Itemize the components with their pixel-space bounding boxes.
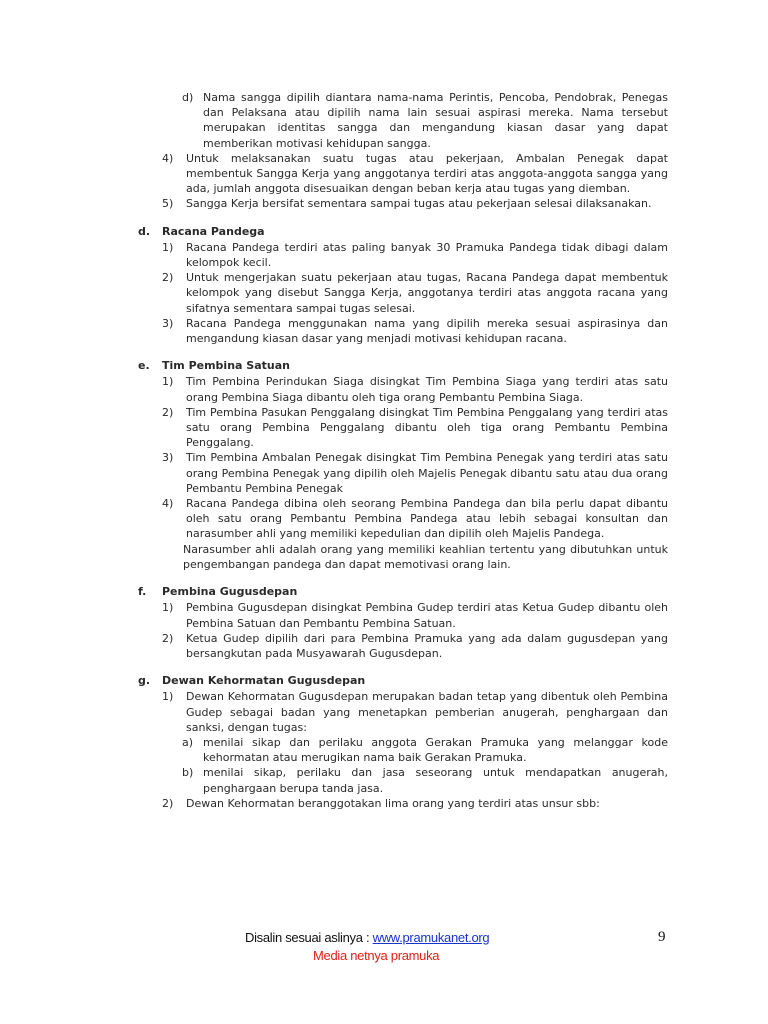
list-item [162, 689, 668, 735]
continued-list [138, 90, 668, 212]
section-letter: f. [138, 585, 147, 599]
item-text: Sangga Kerja bersifat sementara sampai tugas atau pekerjaan selesai dilaksanakan. [186, 197, 652, 211]
section-letter: g. [138, 674, 151, 688]
section-letter: d. [138, 224, 151, 238]
item-number: 2) [162, 271, 174, 285]
section-racana-pandega [138, 224, 668, 347]
item-text: Ketua Gudep dipilih dari para Pembina Pramuka yang ada dalam gugusdepan yang bersangkutan pada Musyawarah Gugusdepan. [186, 631, 668, 660]
page-content [138, 90, 668, 811]
list-item [162, 450, 668, 496]
page-number: 9 [658, 929, 666, 945]
item-text: menilai sikap, perilaku dan jasa seseorang untuk mendapatkan anugerah, penghargaan berupa tanda jasa. [203, 766, 668, 795]
section-heading [138, 584, 668, 599]
item-text: Racana Pandega dibina oleh seorang Pembina Pandega dan bila perlu dapat dibantu oleh satu orang Pembantu Pembina Pandega atau lebih sebagai konsultan dan narasumber ahli yang memiliki kepedulian dan dipilih oleh Majelis Pandega. [186, 497, 668, 541]
section-heading [138, 358, 668, 373]
section-title: Dewan Kehormatan Gugusdepan [162, 674, 366, 688]
list-item [162, 600, 668, 630]
item-number: 2) [162, 796, 174, 810]
item-text: Untuk mengerjakan suatu pekerjaan atau tugas, Racana Pandega dapat membentuk kelompok yang disebut Sangga Kerja, anggotanya terdiri atas anggota racana yang sifatnya sementara sampai tugas selesai. [186, 271, 668, 315]
list-item [162, 631, 668, 661]
note-paragraph: Narasumber ahli adalah orang yang memiliki keahlian tertentu yang dibutuhkan untuk pengembangan pandega dan dapat memotivasi orang lain. [183, 542, 668, 571]
item-number: 4) [162, 497, 174, 511]
item-text: Dewan Kehormatan Gugusdepan merupakan badan tetap yang dibentuk oleh Pembina Gudep sebagai badan yang menetapkan pemberian anugerah, penghargaan dan sanksi, dengan tugas: [186, 690, 668, 734]
footer-prefix: Disalin sesuai aslinya : [245, 930, 373, 945]
item-number: b) [182, 766, 194, 780]
item-number: 2) [162, 405, 174, 419]
section-pembina-gugusdepan [138, 584, 668, 661]
item-number: 1) [162, 601, 174, 615]
item-number: 2) [162, 631, 174, 645]
list-item [162, 374, 668, 404]
item-text: Dewan Kehormatan beranggotakan lima orang yang terdiri atas unsur sbb: [186, 796, 600, 810]
section-heading [138, 224, 668, 239]
item-text: Tim Pembina Pasukan Penggalang disingkat Tim Pembina Penggalang yang terdiri atas satu orang Pembina Penggalang dibantu oleh tiga orang Pembantu Pembina Penggalang. [186, 405, 668, 450]
section-letter: e. [138, 359, 150, 373]
item-number: 5) [162, 197, 174, 211]
item-text: Nama sangga dipilih diantara nama-nama Perintis, Pencoba, Pendobrak, Penegas dan Pelaksana atau dipilih nama lain sesuai aspirasi mereka. Nama tersebut merupakan identitas sangga dan mengandung kiasan dasar yang dapat memberikan motivasi kehidupan sangga. [203, 91, 668, 150]
footer-source-line [245, 930, 489, 945]
section-title: Racana Pandega [162, 224, 265, 238]
item-text: Racana Pandega menggunakan nama yang dipilih mereka sesuai aspirasinya dan mengandung kiasan dasar yang menjadi motivasi kehidupan racana. [186, 316, 668, 346]
footer-tagline: Media netnya pramuka [313, 948, 440, 963]
list-item [162, 405, 668, 451]
item-number: 4) [162, 151, 174, 165]
list-item [162, 240, 668, 270]
item-number: 3) [162, 451, 174, 465]
list-item [162, 796, 668, 811]
item-number: 1) [162, 240, 174, 254]
list-item [162, 496, 668, 542]
sub-list-item [182, 765, 668, 795]
item-number: d) [182, 91, 194, 104]
item-number: 1) [162, 690, 174, 704]
footer-link[interactable]: www.pramukanet.org [372, 930, 490, 945]
section-title: Tim Pembina Satuan [162, 359, 290, 373]
section-dewan-kehormatan [138, 673, 668, 811]
section-title: Pembina Gugusdepan [162, 585, 298, 599]
item-text: Tim Pembina Perindukan Siaga disingkat Tim Pembina Siaga yang terdiri atas satu orang Pembina Siaga dibantu oleh tiga orang Pembantu Pembina Siaga. [186, 375, 668, 404]
list-item [162, 151, 668, 197]
item-number: 1) [162, 375, 174, 389]
item-text: Pembina Gugusdepan disingkat Pembina Gudep terdiri atas Ketua Gudep dibantu oleh Pembina Satuan dan Pembantu Pembina Satuan. [186, 601, 668, 630]
section-heading [138, 673, 668, 688]
list-item [182, 90, 668, 151]
item-number: a) [182, 735, 194, 749]
item-number: 3) [162, 316, 174, 330]
item-text: Untuk melaksanakan suatu tugas atau pekerjaan, Ambalan Penegak dapat membentuk Sangga Kerja yang anggotanya terdiri atas anggota-anggota sangga yang ada, jumlah anggota disesuaikan dengan beban kerja atau tugas yang diemban. [186, 151, 668, 196]
item-text: Tim Pembina Ambalan Penegak disingkat Tim Pembina Penegak yang terdiri atas satu orang Pembina Penegak yang dipilih oleh Majelis Penegak dibantu satu atau dua orang Pembantu Pembina Penegak [186, 451, 668, 495]
item-text: Racana Pandega terdiri atas paling banyak 30 Pramuka Pandega tidak dibagi dalam kelompok kecil. [186, 240, 668, 270]
section-tim-pembina-satuan [138, 358, 668, 572]
list-item [162, 316, 668, 346]
sub-list-item [182, 735, 668, 765]
list-item [162, 196, 668, 211]
item-text: menilai sikap dan perilaku anggota Gerakan Pramuka yang melanggar kode kehormatan atau merugikan nama baik Gerakan Pramuka. [203, 735, 668, 765]
list-item [162, 270, 668, 316]
